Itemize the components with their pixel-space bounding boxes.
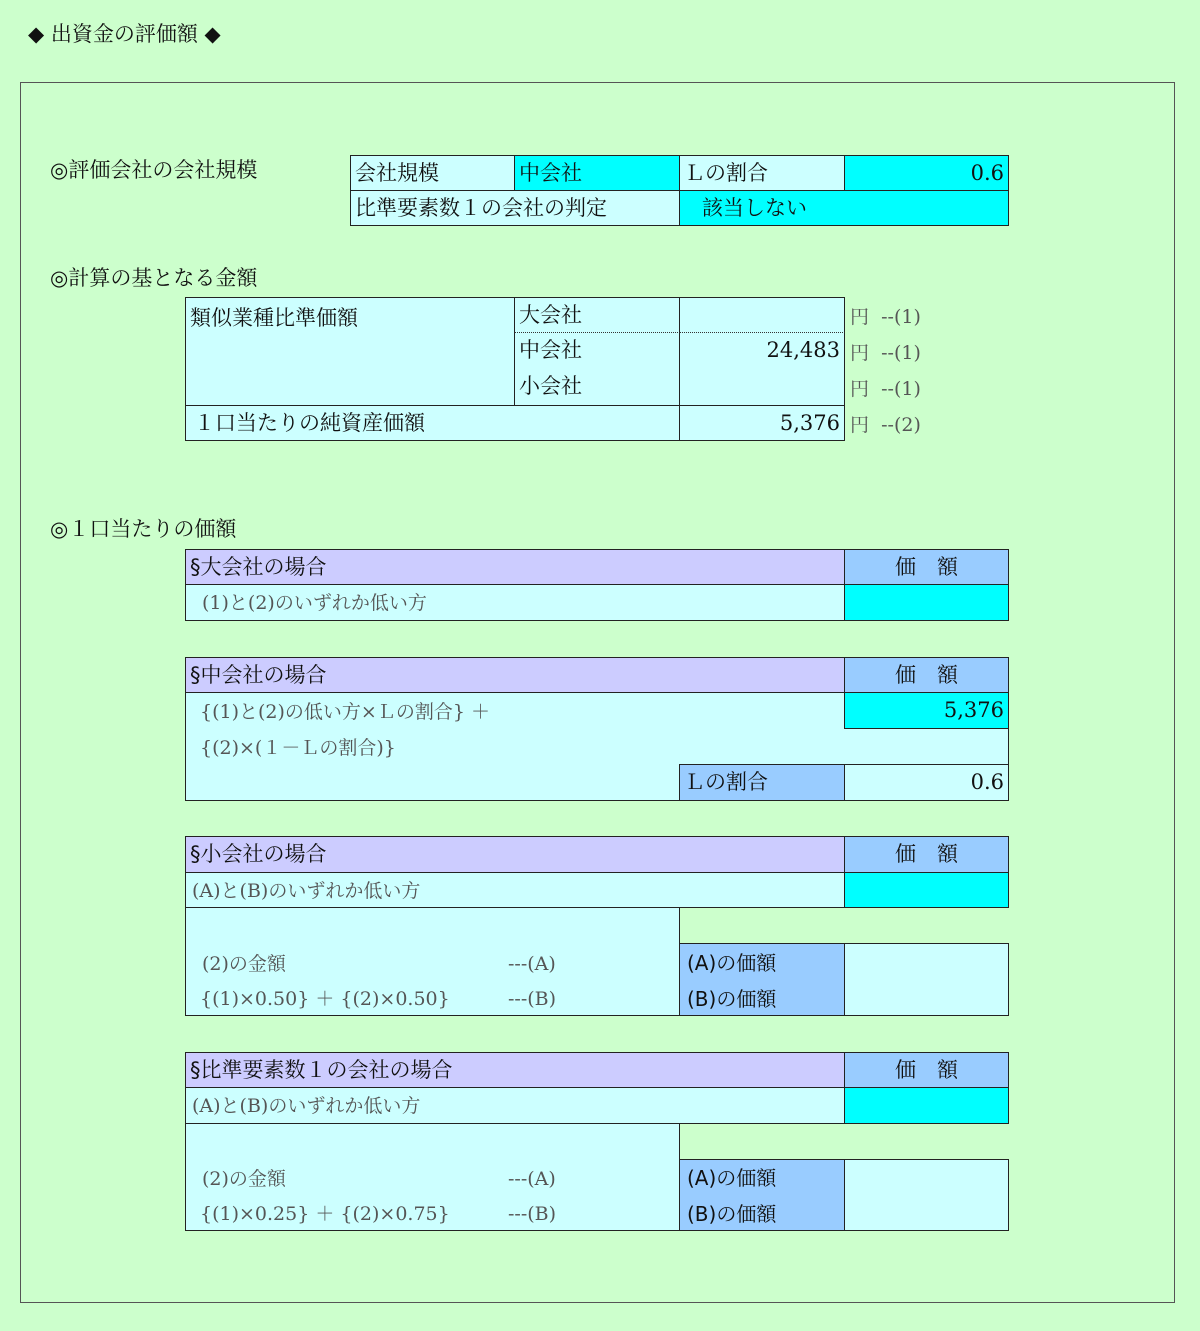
company-size-value[interactable]: 中会社	[514, 155, 680, 191]
ratio1-line-a-ref: ---(A)	[508, 1168, 556, 1190]
small-company-unit: 円 --(1)	[850, 378, 921, 400]
small-price-value[interactable]	[844, 872, 1009, 908]
small-line-b-ref: ---(B)	[508, 988, 557, 1010]
ratio1-formula: (A)と(B)のいずれか低い方	[185, 1087, 845, 1124]
l-ratio-value[interactable]: 0.6	[844, 155, 1009, 191]
medium-case-title: §中会社の場合	[185, 657, 845, 693]
medium-formula-line2: {(2)×(１－Ｌの割合)}	[200, 737, 396, 759]
large-price-value[interactable]	[844, 584, 1009, 621]
small-case-title: §小会社の場合	[185, 836, 845, 873]
company-size-label: 会社規模	[350, 155, 515, 191]
large-price-header: 価 額	[844, 549, 1009, 585]
ratio1-line-a: (2)の金額	[202, 1168, 286, 1190]
ratio1-line-b: {(1)×0.25} ＋ {(2)×0.75}	[200, 1203, 450, 1225]
large-formula: (1)と(2)のいずれか低い方	[185, 584, 845, 621]
medium-l-ratio-label: Ｌの割合	[679, 764, 845, 801]
small-line-a-ref: ---(A)	[508, 953, 556, 975]
l-ratio-label: Ｌの割合	[679, 155, 845, 191]
net-asset-label: １口当たりの純資産価額	[185, 405, 680, 441]
medium-l-ratio-value[interactable]: 0.6	[844, 764, 1009, 801]
company-size-heading: ◎評価会社の会社規模	[50, 158, 258, 182]
page-title: ◆ 出資金の評価額 ◆	[28, 22, 221, 46]
small-line-a: (2)の金額	[202, 953, 286, 975]
medium-company-amount[interactable]: 24,483	[679, 333, 845, 370]
ratio1-judgement-label: 比準要素数１の会社の判定	[350, 190, 680, 226]
ratio1-a-label: (A)の価額	[687, 1166, 777, 1190]
medium-company-unit: 円 --(1)	[850, 342, 921, 364]
medium-price-header: 価 額	[844, 657, 1009, 693]
ratio1-b-label: (B)の価額	[687, 1202, 777, 1226]
medium-formula-line1: {(1)と(2)の低い方×Ｌの割合} ＋	[200, 701, 490, 723]
net-asset-value[interactable]: 5,376	[679, 405, 845, 441]
ratio1-price-header: 価 額	[844, 1052, 1009, 1088]
ratio1-price-value[interactable]	[844, 1087, 1009, 1124]
small-formula: (A)と(B)のいずれか低い方	[185, 872, 845, 908]
ratio1-ab-values	[844, 1159, 1009, 1231]
small-ab-values	[844, 943, 1009, 1016]
small-a-label: (A)の価額	[687, 951, 777, 975]
ratio1-judgement-value[interactable]: 該当しない	[679, 190, 1009, 226]
large-company-label: 大会社	[514, 297, 680, 333]
similar-industry-label: 類似業種比準価額	[185, 297, 515, 406]
small-company-label: 小会社	[514, 369, 680, 406]
large-company-amount[interactable]	[679, 297, 845, 333]
medium-price-value[interactable]: 5,376	[844, 692, 1009, 729]
small-b-label: (B)の価額	[687, 987, 777, 1011]
large-case-title: §大会社の場合	[185, 549, 845, 585]
base-amount-heading: ◎計算の基となる金額	[50, 266, 258, 290]
ratio1-line-b-ref: ---(B)	[508, 1203, 557, 1225]
small-price-header: 価 額	[844, 836, 1009, 873]
small-line-b: {(1)×0.50} ＋ {(2)×0.50}	[200, 988, 450, 1010]
ratio1-case-title: §比準要素数１の会社の場合	[185, 1052, 845, 1088]
net-asset-unit: 円 --(2)	[850, 414, 921, 436]
medium-company-label: 中会社	[514, 333, 680, 370]
small-company-amount[interactable]	[679, 369, 845, 406]
unit-price-heading: ◎１口当たりの価額	[50, 517, 237, 541]
large-company-unit: 円 --(1)	[850, 306, 921, 328]
